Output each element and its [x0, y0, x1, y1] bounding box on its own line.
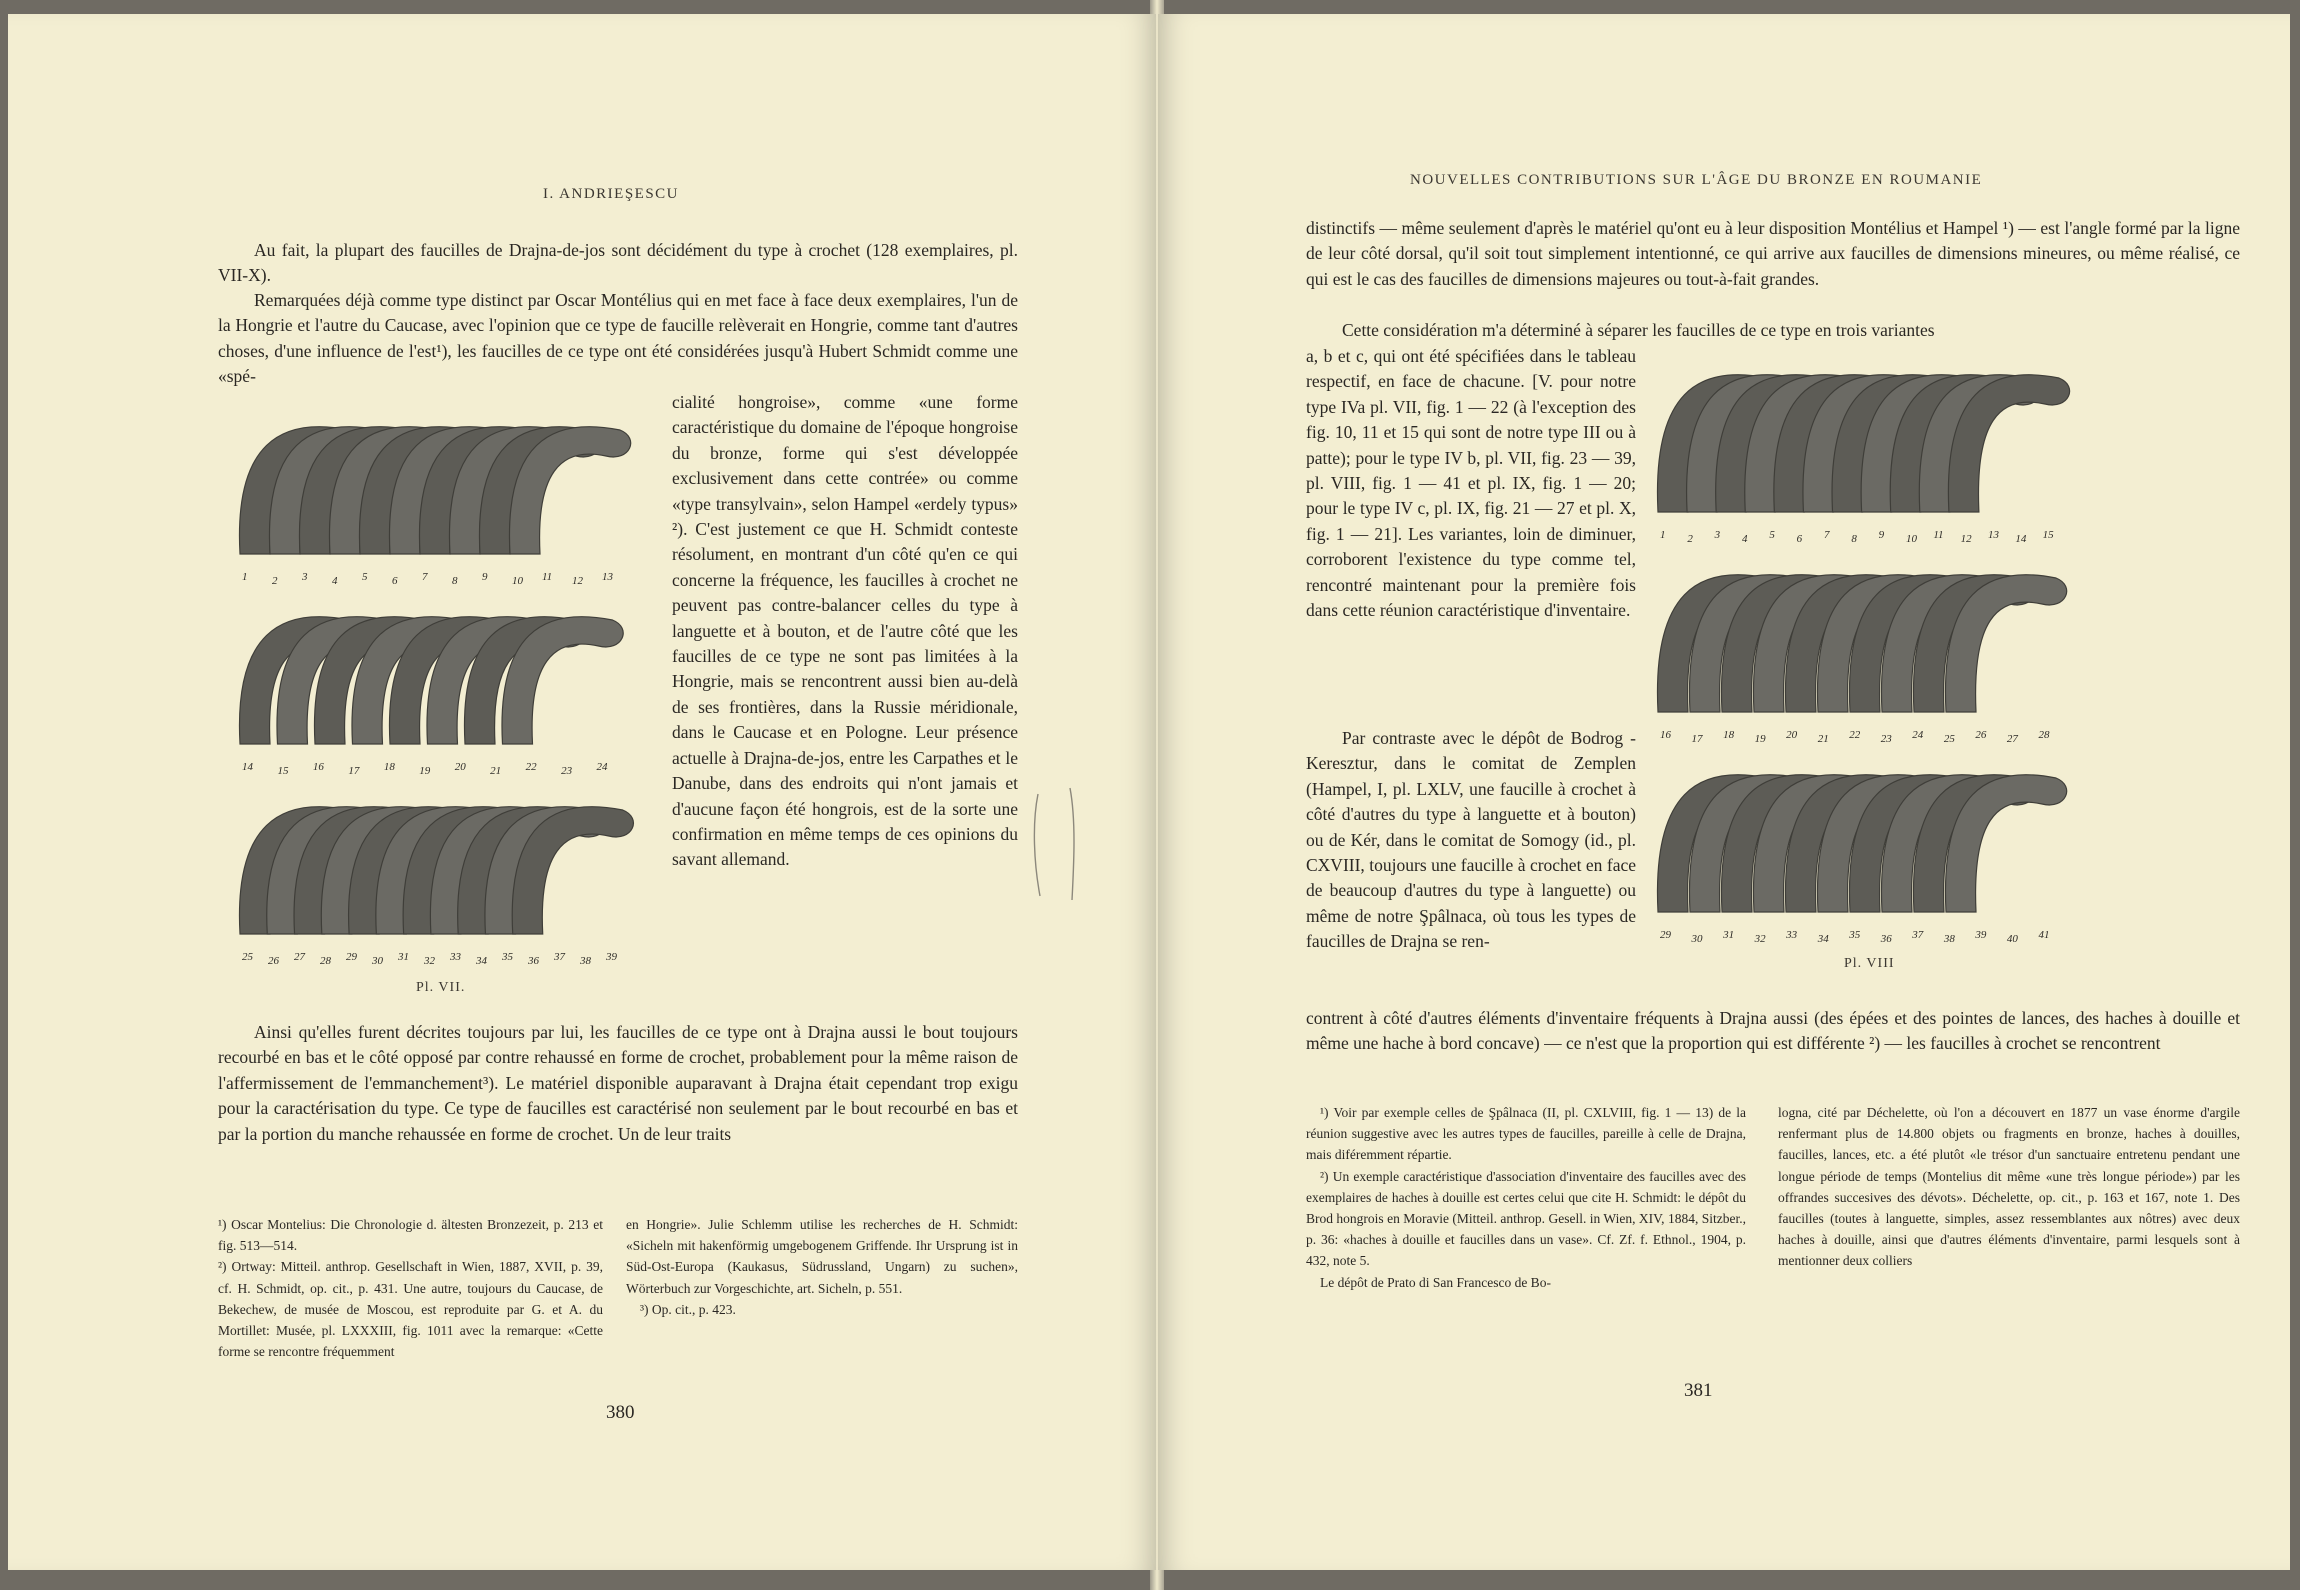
figure-number-label: 29 — [346, 951, 357, 963]
left-page — [8, 14, 1156, 1570]
figure-number-label: 6 — [1796, 533, 1803, 545]
figure-number-label: 12 — [572, 575, 583, 587]
figure-number-label: 31 — [398, 951, 409, 963]
figure-number-label: 20 — [454, 761, 466, 773]
figure-number-label: 21 — [490, 765, 502, 777]
figure-number-label: 35 — [502, 951, 513, 963]
figure-number-label: 20 — [1786, 729, 1798, 741]
figure-number-label: 2 — [272, 575, 278, 587]
figure-number-label: 16 — [1660, 729, 1671, 741]
figure-number-label: 17 — [348, 765, 360, 777]
figure-number-label: 6 — [392, 575, 398, 587]
figure-number-label: 2 — [1687, 533, 1693, 545]
figure-number-label: 24 — [1912, 729, 1924, 741]
figure-number-label: 30 — [372, 955, 383, 967]
figure-number-label: 8 — [1851, 533, 1857, 545]
left-footnotes-col1 — [218, 1214, 603, 1362]
figure-number-label: 25 — [1943, 733, 1955, 745]
figure-number-label: 14 — [2015, 533, 2027, 545]
left-paragraph-4: Ainsi qu'elles furent décrites toujours par lui, les faucilles de ce type ont à Drajna aussi le bout toujours recourbé en bas et le côté opposé par contre rehaussé en forme de crochet, probablement pour la même raison de l'affermissement de l'emmanchement³). Le matériel disponible auparavant à Drajna était cependant trop exigu pour la caractérisation du type. Ce type de faucilles est caractérisé non seulement par le bout recourbé en bas et par la portion du manche rehaussée en forme de crochet. Un de leur traits — [218, 1022, 1018, 1144]
right-paragraph-4: Par contraste avec le dépôt de Bodrog - Keresztur, dans le comitat de Zemplen (Hampel, I, pl. LXLV, une faucille à crochet à côté d'autres du type à languette et à bouton) ou de Kér, dans le comitat de Somogy (id., pl. CXVIII, toujours une faucille à crochet en face de beaucoup d'autres du type à languette) ou même de notre Şpâlnaca, où tous les types de faucilles de Drajna se ren- — [1306, 728, 1636, 952]
plate-viii-image — [1648, 352, 2088, 952]
figure-number-label: 28 — [2038, 729, 2050, 741]
sickle-row-2 — [1657, 575, 2066, 712]
figure-number-label: 3 — [302, 571, 308, 583]
left-footnote-2: ²) Ortway: Mitteil. anthrop. Gesellschaft in Wien, 1887, XVII, p. 39, cf. H. Schmidt, op. cit., p. 431. Une autre, toujours du Caucase, de Bekechew, de musée de Moscou, est reproduite par G. et A. du Mortillet: Musée, pl. LXXXIII, fig. 1011 avec la remarque: «Cette forme se rencontre fréquemment — [218, 1259, 603, 1360]
figure-number-label: 21 — [1817, 733, 1829, 745]
figure-number-label: 8 — [452, 575, 458, 587]
figure-number-label: 34 — [476, 955, 487, 967]
figure-number-label: 13 — [602, 571, 613, 583]
left-paragraph-1: Au fait, la plupart des faucilles de Drajna-de-jos sont décidément du type à crochet (128 exemplaires, pl. VII-X). — [218, 240, 1018, 286]
plate-viii-caption: Pl. VIII — [1844, 956, 1895, 971]
figure-number-label: 10 — [1906, 533, 1917, 545]
left-running-head: I. ANDRIEŞESCU — [543, 186, 680, 202]
figure-number-label: 32 — [1754, 933, 1766, 945]
figure-number-label: 19 — [419, 765, 431, 777]
right-footnote-2-cont: Le dépôt de Prato di San Francesco de Bo- — [1320, 1274, 1551, 1290]
figure-number-label: 31 — [1723, 929, 1735, 941]
figure-number-label: 38 — [1943, 933, 1955, 945]
figure-number-label: 7 — [422, 571, 428, 583]
figure-number-label: 38 — [580, 955, 591, 967]
figure-number-label: 5 — [1769, 529, 1775, 541]
sickle-row-1 — [1657, 375, 2069, 512]
right-footnote-1: ¹) Voir par exemple celles de Şpâlnaca (II, pl. CXLVIII, fig. 1 — 13) de la réunion suggestive avec les autres types de faucilles, pareille à celle de Drajna, mais diféremment répartie. — [1306, 1105, 1746, 1163]
figure-number-label: 11 — [1933, 529, 1944, 541]
figure-number-label: 25 — [242, 951, 253, 963]
figure-number-label: 13 — [1988, 529, 1999, 541]
figure-number-label: 9 — [482, 571, 488, 583]
right-running-head: NOUVELLES CONTRIBUTIONS SUR L'ÂGE DU BRONZE EN ROUMANIE — [1410, 172, 1983, 188]
figure-number-label: 4 — [332, 575, 338, 587]
figure-number-label: 32 — [424, 955, 435, 967]
figure-number-label: 23 — [1880, 733, 1892, 745]
figure-number-label: 41 — [2038, 929, 2050, 941]
figure-number-label: 26 — [268, 955, 279, 967]
figure-number-label: 40 — [2006, 933, 2018, 945]
figure-number-label: 16 — [312, 761, 324, 773]
figure-number-label: 18 — [383, 761, 395, 773]
figure-number-label: 37 — [1912, 929, 1924, 941]
figure-number-label: 7 — [1824, 529, 1830, 541]
plate-vii-caption: Pl. VII. — [416, 980, 466, 995]
figure-number-label: 22 — [1849, 729, 1861, 741]
figure-number-label: 24 — [596, 761, 608, 773]
figure-number-label: 27 — [2006, 733, 2018, 745]
figure-number-label: 14 — [242, 761, 253, 773]
left-footnote-3: ³) Op. cit., p. 423. — [640, 1301, 736, 1317]
plate-vii — [230, 404, 650, 974]
figure-number-label: 11 — [542, 571, 553, 583]
figure-number-label: 22 — [525, 761, 537, 773]
figure-number-label: 1 — [1660, 529, 1666, 541]
right-footnotes-col1 — [1306, 1102, 1746, 1293]
figure-number-label: 36 — [1880, 933, 1892, 945]
left-paragraph-2: Remarquées déjà comme type distinct par Oscar Montélius qui en met face à face deux exemplaires, l'un de la Hongrie et l'autre du Caucase, avec l'opinion que ce type de faucille relèverait en Hongrie, comme tant d'autres choses, d'une influence de l'est¹), les faucilles de ce type ont été considérées jusqu'à Hubert Schmidt comme une «spé- — [218, 290, 1018, 387]
figure-number-label: 28 — [320, 955, 331, 967]
left-page-number: 380 — [606, 1402, 635, 1423]
figure-number-label: 26 — [1975, 729, 1987, 741]
left-footnote-1: ¹) Oscar Montelius: Die Chronologie d. ältesten Bronzezeit, p. 213 et fig. 513—514. — [218, 1217, 603, 1254]
left-footnotes-col2 — [626, 1214, 1018, 1320]
right-paragraph-3: a, b et c, qui ont été spécifiées dans le tableau respectif, en face de chacune. [V. pour notre type IVa pl. VII, fig. 1 — 22 (à l'exception des fig. 10, 11 et 15 qui sont de notre type III ou à patte); pour le type IV b, pl. VII, fig. 23 — 39, pl. VIII, fig. 1 — 41 et pl. IX, fig. 1 — 20; pour le type IV c, pl. IX, fig. 21 — 27 et pl. X, fig. 1 — 21]. Les variantes, loin de diminuer, corroborent l'existence du type comme tel, rencontré maintenant pour la première fois dans cette réunion caractéristique d'inventaire. — [1306, 346, 1636, 621]
figure-number-label: 39 — [606, 951, 617, 963]
right-footnotes-col2 — [1778, 1102, 2240, 1272]
right-paragraph-2: Cette considération m'a déterminé à séparer les faucilles de ce type en trois variantes — [1342, 320, 1935, 340]
plate-viii — [1648, 352, 2088, 952]
sickle-row-1 — [239, 427, 630, 554]
figure-number-label: 5 — [362, 571, 368, 583]
left-paragraph-3: cialité hongroise», comme «une forme caractéristique du domaine de l'époque hongroise du bronze, forme qui s'est développée exclusivement dans cette contrée» ou comme «type transylvain», selon Hampel «erdely typus» ²). C'est justement ce que H. Schmidt conteste résolument, en montrant d'un côté qu'en ce qui concerne la fréquence, les faucilles à crochet ne peuvent pas contre-balancer celles du type à languette et à bouton, et de l'autre côté que les faucilles de ce type ne sont pas limitées à la Hongrie, mais se rencontrent aussi bien au-delà de ses frontières, dans la Russie méridionale, dans le Caucase et en Pologne. Leur présence actuelle à Drajna-de-jos, entre les Carpathes et le Danube, dans des endroits qui n'ont jamais et d'aucune façon été hongrois, est de la sorte une confirmation en même temps de ces opinions du savant allemand. — [672, 392, 1018, 870]
figure-number-label: 12 — [1960, 533, 1972, 545]
figure-number-label: 34 — [1817, 933, 1829, 945]
figure-number-label: 35 — [1849, 929, 1861, 941]
figure-number-label: 15 — [277, 765, 289, 777]
figure-number-label: 3 — [1714, 529, 1721, 541]
figure-number-label: 18 — [1723, 729, 1735, 741]
figure-number-label: 36 — [528, 955, 539, 967]
figure-number-label: 15 — [2042, 529, 2054, 541]
sickle-row-2 — [239, 617, 623, 744]
right-page-number: 381 — [1684, 1380, 1713, 1401]
figure-number-label: 29 — [1660, 929, 1671, 941]
sickle-row-3 — [1657, 775, 2066, 912]
figure-number-label: 37 — [554, 951, 565, 963]
pencil-margin-marks — [1018, 784, 1098, 904]
figure-number-label: 23 — [561, 765, 573, 777]
figure-number-label: 30 — [1691, 933, 1703, 945]
figure-number-label: 9 — [1878, 529, 1885, 541]
figure-number-label: 33 — [450, 951, 461, 963]
right-paragraph-5: contrent à côté d'autres éléments d'inventaire fréquents à Drajna aussi (des épées et des pointes de lances, des haches à douille et même une hache à bord concave) — ce n'est que la proportion qui est différente ²) — les faucilles à crochet se rencontrent — [1306, 1008, 2240, 1054]
left-footnote-2-cont: en Hongrie». Julie Schlemm utilise les recherches de H. Schmidt: «Sicheln mit hakenförmig umgebogenem Griffende. Ihr Ursprung ist in Süd-Ost-Europa (Kaukasus, Südrussland, Ungarn) zu suchen», Wörterbuch zur Vorgeschichte, art. Sicheln, p. 551. — [626, 1217, 1018, 1296]
figure-number-label: 39 — [1975, 929, 1987, 941]
figure-number-label: 10 — [512, 575, 523, 587]
figure-number-label: 1 — [242, 571, 248, 583]
right-page — [1158, 14, 2290, 1570]
sickle-row-3 — [239, 807, 633, 934]
right-paragraph-1: distinctifs — même seulement d'après le matériel qu'ont eu à leur disposition Montélius et Hampel ¹) — est l'angle formé par la ligne de leur côté dorsal, qu'il soit tout simplement intentionné, ce qui arrive aux faucilles de dimensions mineures, ou même réalisé, ce qui est le cas des faucilles de dimensions majeures ou tout-à-fait grandes. — [1306, 218, 2240, 289]
figure-number-label: 17 — [1691, 733, 1703, 745]
figure-number-label: 27 — [294, 951, 305, 963]
right-footnote-2-cont2: logna, cité par Déchelette, où l'on a découvert en 1877 un vase énorme d'argile renfermant plus de 14.800 objets ou fragments en bronze, haches à douilles, faucilles, lances, etc. a été plutôt «le trésor d'un sanctuaire entretenu pendant une longue période de temps (Montelius dit même «une très longue période») par les offrandes succesives des dévots». Déchelette, op. cit., p. 163 et 167, note 1. Des faucilles (toutes à languette, simples, assez ressemblantes aux nôtres) avec deux haches à douille, ainsi que d'autres éléments d'inventaire, parmi lesquels sont à mentionner deux colliers — [1778, 1105, 2240, 1269]
figure-number-label: 19 — [1754, 733, 1766, 745]
plate-vii-image — [230, 404, 650, 974]
figure-number-label: 33 — [1786, 929, 1798, 941]
right-footnote-2: ²) Un exemple caractéristique d'association d'inventaire des faucilles avec des exemplaires de haches à douille est certes celui que cite H. Schmidt: le dépôt du Brod hongrois en Moravie (Mitteil. anthrop. Gesell. in Wien, XIV, 1884, Sitzber., p. 36: «haches à douille et faucilles dans un vase». Cf. Zf. f. Ethnol., 1904, p. 432, note 5. — [1306, 1168, 1746, 1269]
figure-number-label: 4 — [1742, 533, 1748, 545]
